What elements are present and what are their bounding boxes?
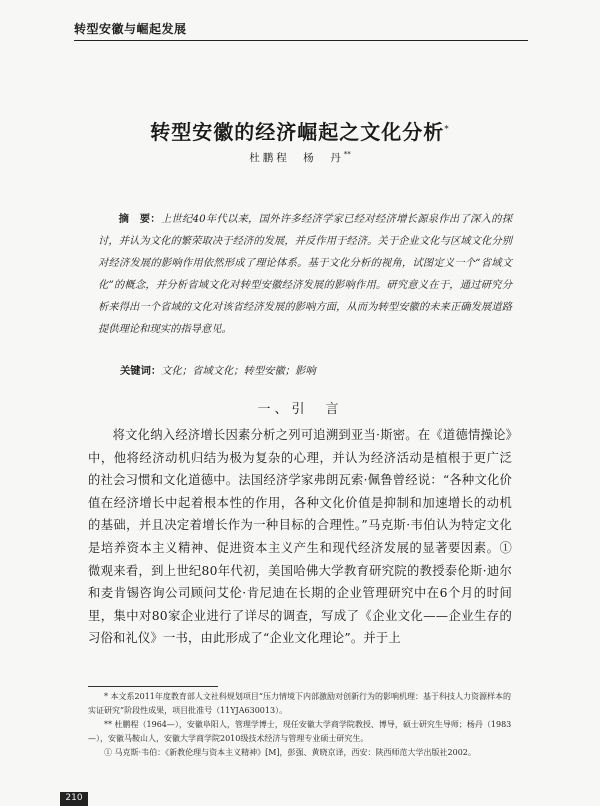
title-footnote-mark: *	[444, 124, 450, 135]
body-paragraph: 将文化纳入经济增长因素分析之列可追溯到亚当·斯密。在《道德情操论》中，他将经济动机归结为极为复杂的心理，并认为经济活动是植根于更广泛的社会习惯和文化道德中。法国经济学家弗朗瓦索·佩鲁曾经说：“各种文化价值在经济增长中起着根本性的作用，各种文化价值是抑制和加速增长的动机的基础，并且决定着增长作为一种目标的合理性。”马克斯·韦伯认为特定文化是培养资本主义精神、促进资本主义产生和现代经济发展的显著要因素。①微观来看，到上世纪80年代初，美国哈佛大学教育研究院的教授泰伦斯·迪尔和麦肯锡咨询公司顾问艾伦·肯尼迪在长期的企业管理研究中在6个月的时间里，集中对80家企业进行了详尽的调查，写成了《企业文化——企业生存的习俗和礼仪》一书，由此形成了“企业文化理论”。并于上	[88, 428, 512, 646]
page-number: 210	[60, 792, 88, 806]
article-authors	[0, 150, 600, 165]
authors-text: 杜鹏程 杨 丹	[249, 152, 344, 164]
article-title-text: 转型安徽的经济崛起之文化分析	[150, 120, 445, 144]
abstract-label: 摘 要：	[118, 213, 161, 225]
authors-footnote-mark: **	[343, 150, 351, 159]
keywords-block	[120, 362, 510, 377]
abstract-text: 上世纪40年代以来，国外许多经济学家已经对经济增长源泉作出了深入的探讨，并认为文化的繁荣取决于经济的发展，并反作用于经济。关于企业文化与区域文化分别对经济发展的影响作用依然形成了理论体系。基于文化分析的视角，试图定义一个“省域文化”的概念，并分析省域文化对转型安徽经济发展的影响作用。研究意义在于，通过研究分析来得出一个省域的文化对该省经济发展的影响方面，从而为转型安徽的未来正确发展道路提供理论和现实的指导意见。	[98, 213, 513, 335]
article-title	[0, 116, 600, 145]
header-rule	[74, 40, 528, 41]
footnote-rule	[88, 686, 218, 687]
footnote-3: ① 马克斯·韦伯：《新教伦理与资本主义精神》[M]，彭强、黄晓京译，西安：陕西师范大学出版社2002。	[104, 748, 476, 757]
footnote-1: * 本文系2011年度教育部人文社科规划项目“压力情境下内部激励对创新行为的影响机理：基于科技人力资源样本的实证研究”阶段性成果，项目批准号（11YJA630013）。	[88, 692, 511, 715]
journal-series-header: 转型安徽与崛起发展	[74, 22, 187, 36]
abstract-block	[98, 208, 512, 340]
keywords-label: 关键词：	[120, 365, 162, 377]
footnotes-block	[88, 690, 512, 760]
footnote-2: ** 杜鹏程（1964—），安徽阜阳人，管理学博士，现任安徽大学商学院教授、博导，硕士研究生导师；杨丹（1983—），安徽马鞍山人，安徽大学商学院2010级技术经济与管理专业硕士研究生。	[88, 720, 512, 743]
section-heading: 一、引 言	[257, 402, 343, 417]
keywords-text: 文化；省域文化；转型安徽；影响	[161, 365, 316, 377]
